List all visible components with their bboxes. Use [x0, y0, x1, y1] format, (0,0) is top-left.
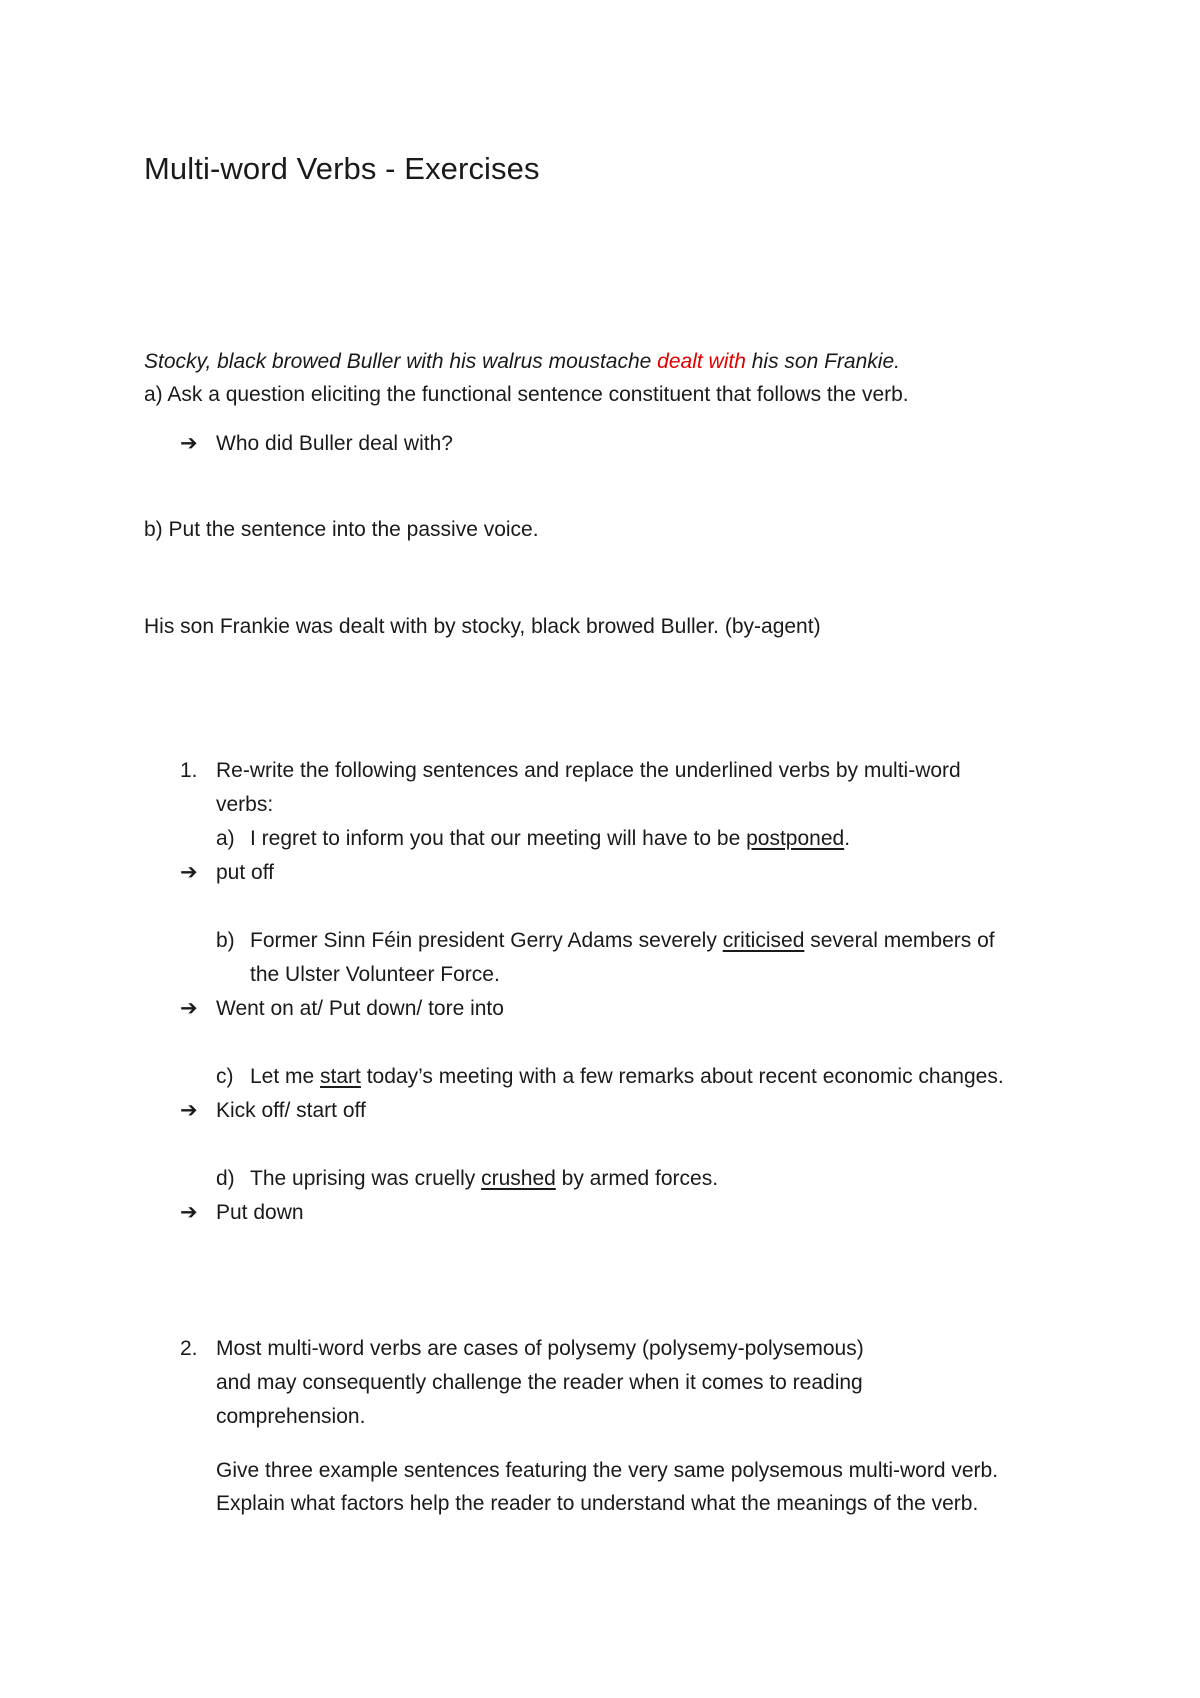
arrow-icon: ➔: [180, 997, 198, 1020]
exercise2-number: 2.: [180, 1337, 198, 1360]
exercise2-line1: Most multi-word verbs are cases of polysemy (polysemy-polysemous): [216, 1337, 864, 1360]
exercise1-item-b-line2: the Ulster Volunteer Force.: [250, 963, 500, 986]
exercise1-number: 1.: [180, 759, 198, 782]
exercise1-answer-a: [180, 862, 274, 883]
exercise1-item-a: [216, 828, 850, 849]
exercise2-line3: comprehension.: [216, 1405, 366, 1428]
answer-text: put off: [216, 861, 274, 884]
example-sentence: [144, 351, 900, 372]
exercise1-answer-c: [180, 1100, 366, 1121]
task-a: a) Ask a question eliciting the functional sentence constituent that follows the verb.: [144, 383, 909, 406]
item-text-after: .: [844, 827, 851, 850]
underlined-verb: criticised: [722, 929, 805, 952]
exercise2-line2: and may consequently challenge the reader when it comes to reading: [216, 1371, 863, 1394]
exercise1-prompt-line1: Re-write the following sentences and replace the underlined verbs by multi-word: [216, 759, 961, 782]
exercise2-line4: Give three example sentences featuring the very same polysemous multi-word verb.: [216, 1459, 999, 1482]
item-text-before: Former Sinn Féin president Gerry Adams severely: [250, 929, 723, 952]
exercise1-answer-d: [180, 1202, 304, 1223]
underlined-verb: start: [320, 1065, 361, 1088]
arrow-icon: ➔: [180, 1201, 198, 1224]
page-title: Multi-word Verbs - Exercises: [144, 151, 540, 186]
item-text-after: today’s meeting with a few remarks about recent economic changes.: [360, 1065, 1004, 1088]
arrow-icon: ➔: [180, 432, 198, 455]
item-letter: b): [216, 929, 235, 952]
exercise1-item-c: [216, 1066, 1004, 1087]
answer-text: Kick off/ start off: [216, 1099, 366, 1122]
exercise1-item-d: [216, 1168, 718, 1189]
arrow-icon: ➔: [180, 861, 198, 884]
sentence-before: Stocky, black browed Buller with his walrus moustache: [144, 350, 658, 373]
item-text-after: by armed forces.: [555, 1167, 719, 1190]
exercise1-answer-b: [180, 998, 504, 1019]
task-b: b) Put the sentence into the passive voice.: [144, 518, 539, 541]
item-letter: c): [216, 1065, 234, 1088]
item-text-before: I regret to inform you that our meeting will have to be: [250, 827, 747, 850]
sentence-highlight: dealt with: [657, 350, 746, 373]
item-text-before: Let me: [250, 1065, 321, 1088]
item-letter: a): [216, 827, 235, 850]
answer-text: Went on at/ Put down/ tore into: [216, 997, 504, 1020]
answer-b: His son Frankie was dealt with by stocky, black browed Buller. (by-agent): [144, 615, 821, 638]
item-text-after: several members of: [804, 929, 995, 952]
exercise2-line5: Explain what factors help the reader to understand what the meanings of the verb.: [216, 1492, 979, 1515]
underlined-verb: postponed: [746, 827, 845, 850]
underlined-verb: crushed: [481, 1167, 556, 1190]
arrow-icon: ➔: [180, 1099, 198, 1122]
item-text-before: The uprising was cruelly: [250, 1167, 482, 1190]
answer-a-text: Who did Buller deal with?: [216, 432, 453, 455]
exercise1-prompt-line2: verbs:: [216, 793, 274, 816]
answer-text: Put down: [216, 1201, 304, 1224]
item-letter: d): [216, 1167, 235, 1190]
answer-a: [180, 433, 453, 454]
exercise1-item-b: [216, 930, 995, 951]
sentence-after: his son Frankie.: [745, 350, 900, 373]
